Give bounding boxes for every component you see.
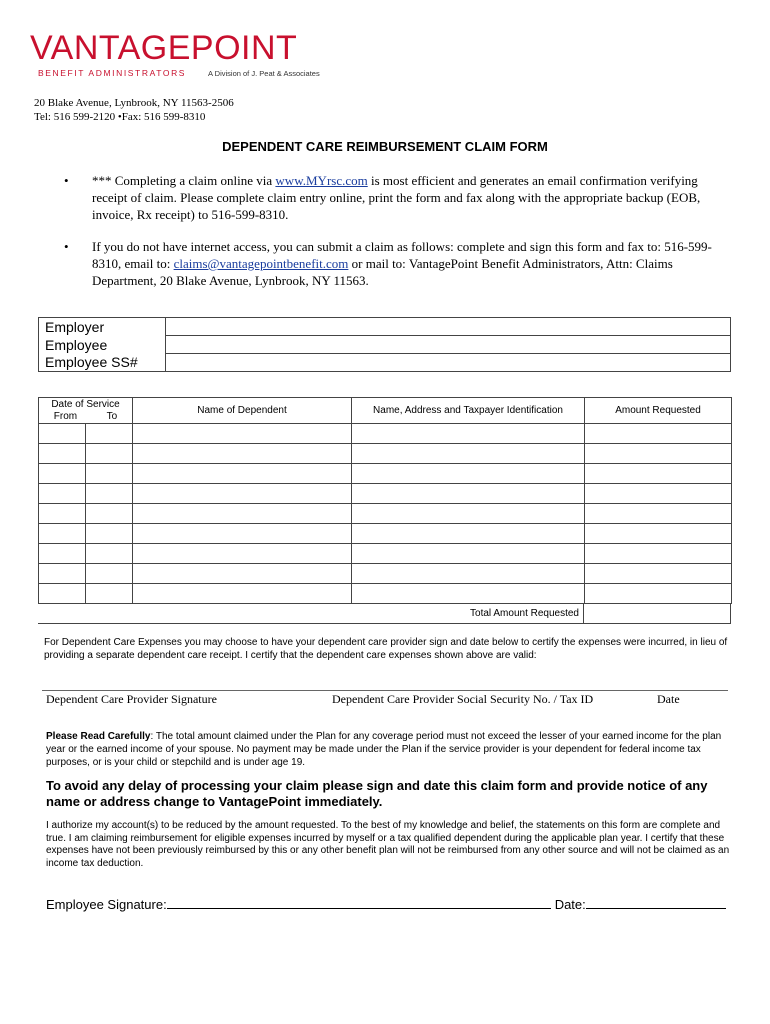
amount-cell[interactable] — [585, 504, 732, 524]
from-cell[interactable] — [39, 484, 86, 504]
employer-field[interactable] — [166, 318, 731, 336]
amount-cell[interactable] — [585, 564, 732, 584]
total-amount-label: Total Amount Requested — [38, 604, 584, 624]
provider-cell[interactable] — [352, 484, 585, 504]
read-carefully-body: : The total amount claimed under the Plan for any coverage period must not exceed the lesser of your earned income for the plan year or the earned income of your spouse. No payment may be made under the Plan if the service provider is your dependent for federal income tax purposes, or is your child or stepchild and is under age 19. — [46, 731, 722, 768]
provider-cell[interactable] — [352, 544, 585, 564]
employee-signature-row — [46, 896, 726, 912]
employee-signature-label: Employee Signature: — [46, 897, 167, 912]
from-cell[interactable] — [39, 424, 86, 444]
from-cell[interactable] — [39, 544, 86, 564]
provider-cell[interactable] — [352, 524, 585, 544]
dependent-cell[interactable] — [133, 464, 352, 484]
table-row — [39, 464, 732, 484]
from-cell[interactable] — [39, 504, 86, 524]
to-cell[interactable] — [86, 544, 133, 564]
amount-cell[interactable] — [585, 424, 732, 444]
amount-cell[interactable] — [585, 524, 732, 544]
dependent-cell[interactable] — [133, 524, 352, 544]
address-line-2: Tel: 516 599-2120 •Fax: 516 599-8310 — [34, 111, 206, 123]
table-row — [39, 564, 732, 584]
authorization-statement: I authorize my account(s) to be reduced by the amount requested. To the best of my knowledge and belief, the statements on this form are complete and true. I am claiming reimbursement for eligible expenses incurred by myself or a tax qualified dependent during the applicable plan year. I certify that these expenses have not been previously reimbursed by this or any other benefit plan will not be reimbursed from any other source and will not be claimed as an income tax deduction. — [46, 820, 730, 869]
logo-title: VANTAGEPOINT — [30, 29, 298, 67]
read-carefully-heading: Please Read Carefully — [46, 731, 151, 742]
amount-cell[interactable] — [585, 484, 732, 504]
provider-cell[interactable] — [352, 444, 585, 464]
provider-signature-line[interactable] — [42, 690, 728, 691]
table-row — [39, 584, 732, 604]
dependent-cell[interactable] — [133, 444, 352, 464]
dependent-cell[interactable] — [133, 504, 352, 524]
bullet-dot: • — [64, 173, 69, 188]
to-cell[interactable] — [86, 484, 133, 504]
from-cell[interactable] — [39, 444, 86, 464]
employee-ssn-field[interactable] — [166, 354, 731, 372]
from-cell[interactable] — [39, 524, 86, 544]
provider-info-header: Name, Address and Taxpayer Identification — [352, 398, 585, 424]
amount-cell[interactable] — [585, 544, 732, 564]
table-row — [39, 504, 732, 524]
amount-cell[interactable] — [585, 464, 732, 484]
dependent-cell[interactable] — [133, 484, 352, 504]
dependent-cell[interactable] — [133, 544, 352, 564]
provider-ssn-label: Dependent Care Provider Social Security No. / Tax ID — [332, 692, 594, 706]
employee-field[interactable] — [166, 336, 731, 354]
amount-cell[interactable] — [585, 444, 732, 464]
to-cell[interactable] — [86, 584, 133, 604]
table-row — [39, 524, 732, 544]
bullet-dot: • — [64, 239, 69, 254]
employee-ssn-label: Employee SS# — [39, 354, 166, 372]
avoid-delay-notice: To avoid any delay of processing your claim please sign and date this claim form and provide notice of any name or address change to VantagePoint immediately. — [46, 778, 708, 809]
to-cell[interactable] — [86, 424, 133, 444]
from-cell[interactable] — [39, 584, 86, 604]
to-cell[interactable] — [86, 524, 133, 544]
provider-signature-label: Dependent Care Provider Signature — [46, 692, 217, 706]
bullet-text: *** Completing a claim online via www.MYrsc.com is most efficient and generates an email confirmation verifying receipt of claim. Please complete claim entry online, print the form and fax along with the appropriate backup (EOB, invoice, Rx receipt) to 516-599-8310. — [92, 173, 701, 222]
date-of-service-header: Date of Service From To — [39, 398, 133, 424]
form-title: DEPENDENT CARE REIMBURSEMENT CLAIM FORM — [222, 139, 548, 154]
to-cell[interactable] — [86, 564, 133, 584]
employee-label: Employee — [39, 336, 166, 354]
from-cell[interactable] — [39, 464, 86, 484]
claims-table — [38, 397, 732, 604]
claims-header-row — [39, 398, 732, 424]
provider-cell[interactable] — [352, 504, 585, 524]
company-address — [34, 96, 234, 124]
employee-date-field[interactable] — [586, 896, 726, 909]
provider-certification-text: For Dependent Care Expenses you may choose to have your dependent care provider sign and date below to certify the expenses were incurred, in lieu of providing a separate dependent care receipt. I certify that the dependent care expenses shown above are valid: — [44, 637, 728, 661]
company-logo — [30, 30, 320, 80]
to-cell[interactable] — [86, 464, 133, 484]
employer-label: Employer — [39, 318, 166, 336]
total-amount-field[interactable] — [584, 604, 731, 624]
table-row — [39, 544, 732, 564]
employee-signature-field[interactable] — [167, 896, 551, 909]
dependent-cell[interactable] — [133, 584, 352, 604]
bullet-text: If you do not have internet access, you can submit a claim as follows: complete and sign this form and fax to: 516-599-8310, email to: claims@vantagepointbenefit.com or mail to: VantagePoint Benefit Administrators, Attn: Claims Department, 20 Blake Avenue, Lynbrook, NY 11563. — [92, 239, 712, 288]
employee-info-table — [38, 317, 731, 372]
provider-cell[interactable] — [352, 584, 585, 604]
logo-subtitle: BENEFIT ADMINISTRATORS — [38, 68, 187, 78]
provider-date-label: Date — [657, 692, 680, 706]
claims-email-link[interactable]: claims@vantagepointbenefit.com — [173, 256, 349, 271]
logo-division: A Division of J. Peat & Associates — [208, 69, 320, 78]
dependent-name-header: Name of Dependent — [133, 398, 352, 424]
from-header: From — [53, 410, 78, 422]
from-cell[interactable] — [39, 564, 86, 584]
read-carefully-notice — [46, 730, 730, 769]
table-row — [39, 484, 732, 504]
amount-requested-header: Amount Requested — [585, 398, 732, 424]
table-row — [39, 444, 732, 464]
myrsc-link[interactable]: www.MYrsc.com — [275, 173, 368, 188]
total-row — [38, 604, 731, 624]
to-header: To — [106, 410, 118, 422]
provider-cell[interactable] — [352, 464, 585, 484]
employee-date-label: Date: — [554, 897, 586, 912]
amount-cell[interactable] — [585, 584, 732, 604]
provider-cell[interactable] — [352, 564, 585, 584]
dependent-cell[interactable] — [133, 564, 352, 584]
address-line-1: 20 Blake Avenue, Lynbrook, NY 11563-2506 — [34, 97, 234, 109]
table-row — [39, 424, 732, 444]
provider-cell[interactable] — [352, 424, 585, 444]
to-cell[interactable] — [86, 444, 133, 464]
dependent-cell[interactable] — [133, 424, 352, 444]
to-cell[interactable] — [86, 504, 133, 524]
